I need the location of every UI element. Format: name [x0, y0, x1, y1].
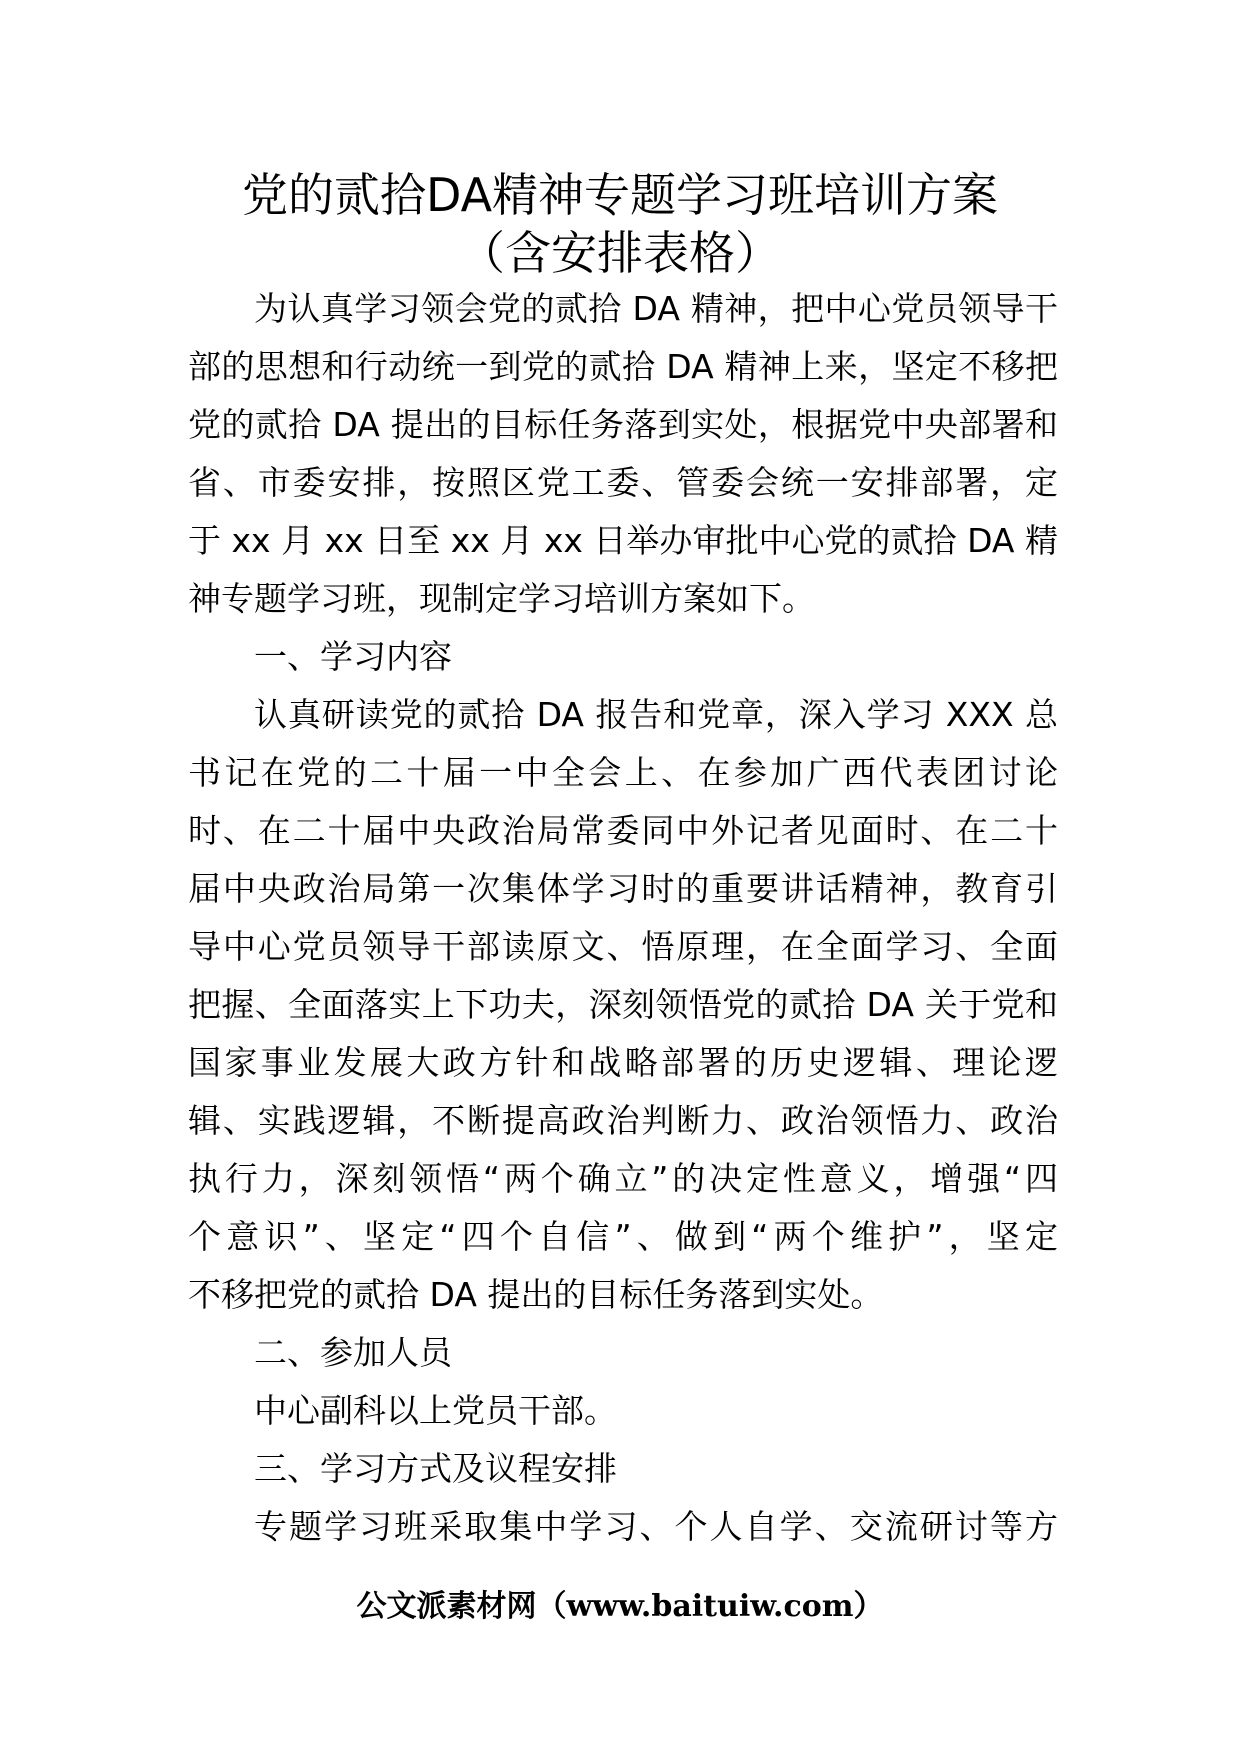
- text-line: 不移把党的贰拾 DA 提出的目标任务落到实处。: [188, 1275, 884, 1314]
- text-line: 个意识”、坚定“四个自信”、做到“两个维护”，坚定: [188, 1217, 1058, 1256]
- text-line: 执行力，深刻领悟“两个确立”的决定性意义，增强“四: [188, 1159, 1058, 1198]
- text-line: 于 xx 月 xx 日至 xx 月 xx 日举办审批中心党的贰拾 DA 精: [188, 521, 1058, 560]
- text-line: 党的贰拾 DA 提出的目标任务落到实处，根据党中央部署和: [188, 405, 1058, 444]
- text-line: 二、参加人员: [254, 1333, 452, 1372]
- watermark-footer: 公文派素材网（www.baituiw.com）: [356, 1589, 884, 1624]
- text-line: 中心副科以上党员干部。: [254, 1391, 617, 1430]
- text-line: 省、市委安排，按照区党工委、管委会统一安排部署，定: [188, 463, 1058, 502]
- text-line: 神专题学习班，现制定学习培训方案如下。: [188, 579, 815, 618]
- text-line: 一、学习内容: [254, 637, 452, 676]
- text-line: 时、在二十届中央政治局常委同中外记者见面时、在二十: [188, 811, 1058, 850]
- text-line: 专题学习班采取集中学习、个人自学、交流研讨等方: [254, 1507, 1058, 1546]
- text-line: 国家事业发展大政方针和战略部署的历史逻辑、理论逻: [188, 1043, 1058, 1082]
- text-line: 认真研读党的贰拾 DA 报告和党章，深入学习 XXX 总: [254, 695, 1058, 734]
- text-line: 届中央政治局第一次集体学习时的重要讲话精神，教育引: [188, 869, 1058, 908]
- text-line: 三、学习方式及议程安排: [254, 1449, 617, 1488]
- document-title: 党的贰拾DA精神专题学习班培训方案: [241, 168, 999, 222]
- text-line: 书记在党的二十届一中全会上、在参加广西代表团讨论: [188, 753, 1058, 792]
- text-line: 为认真学习领会党的贰拾 DA 精神，把中心党员领导干: [254, 289, 1058, 328]
- document-body: [188, 280, 1058, 1556]
- text-line: 导中心党员领导干部读原文、悟原理，在全面学习、全面: [188, 927, 1058, 966]
- text-line: 辑、实践逻辑，不断提高政治判断力、政治领悟力、政治: [188, 1101, 1058, 1140]
- text-line: 部的思想和行动统一到党的贰拾 DA 精神上来，坚定不移把: [188, 347, 1058, 386]
- document-subtitle: （含安排表格）: [459, 226, 781, 280]
- text-line: 把握、全面落实上下功夫，深刻领悟党的贰拾 DA 关于党和: [188, 985, 1058, 1024]
